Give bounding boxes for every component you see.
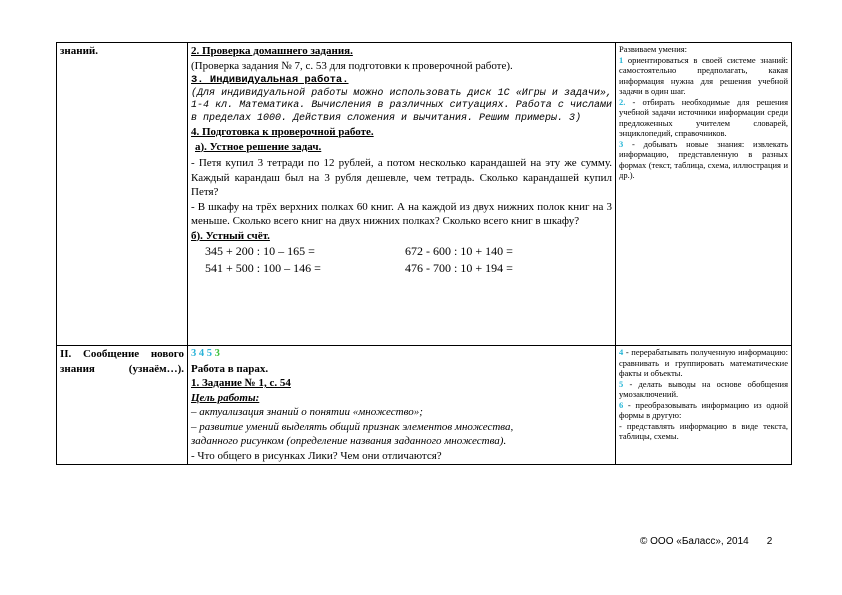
skill-text: - представлять информацию в виде текста, таблицы, схемы. [619,420,788,441]
skill-number: 1 [619,54,624,65]
skill-text: - перерабатывать полученную информацию: сравнивать и группировать математические факты и объекты. [619,347,789,378]
stage-cell [57,43,188,346]
individual-work-title: 3. Индивидуальная работа. [191,74,349,86]
calc-expression: 345 + 200 : 10 – 165 = [205,244,315,258]
stage-cell [57,346,188,465]
oral-tasks-title: а). Устное решение задач. [195,140,322,153]
mental-count-title: б). Устный счёт. [191,229,270,242]
goal-item: – актуализация знаний о понятии «множество»; [191,406,423,418]
calc-row [191,260,612,277]
skill-item [619,347,788,379]
individual-work-text: (Для индивидуальной работы можно использовать диск 1С «Игры и задачи», 1-4 кл. Математика. Вычисления в различных ситуациях. Работа с числами в пределах 1000. Действия сложения и вычитания. Решим примеры. 3) [191,87,612,124]
skill-text: - добывать новые знания: извлекать информацию, представленную в разных формах (текст, таблица, схема, иллюстрация и др.). [619,138,788,180]
table-row [57,43,792,346]
skill-text: - преобразовывать информацию из одной формы в другую: [619,399,789,420]
seq-number: 3 [191,348,197,359]
goal-item: заданного рисунком (определение названия заданного множества). [191,435,507,447]
page-footer [640,536,772,547]
seq-number: 3 [214,348,220,359]
skill-item [619,400,788,421]
skill-item [619,379,788,400]
seq-number: 5 [206,348,212,359]
skill-item [619,97,788,139]
number-sequence [191,347,612,362]
skill-text: - отбирать необходимые для решения учебной задачи источники информации среди предложенных учителем словарей, энциклопедий, справочников. [619,96,789,138]
goal-item: – развитие умений выделять общий признак элементов множества, [191,420,514,433]
task-text-2: - В шкафу на трёх верхних полках 60 книг. А на каждой из двух нижних полок книг на 3 меньше. Сколько всего книг на двух нижних полках? Сколько всего книг в шкафу? [191,200,612,227]
task-text-1: - Петя купил 3 тетради по 12 рублей, а потом несколько карандашей на эту же сумму. Каждый карандаш был на 3 рубля дешевле, чем тетрадь. Сколько карандашей купил Петя? [191,157,612,198]
skill-number: 6 [619,399,624,410]
stage-label: II. Сообщение нового знания (узнаём…). [60,348,184,375]
table-row [57,346,792,465]
pair-work-title: Работа в парах. [191,362,269,375]
skill-text: - делать выводы на основе обобщения умозаключений. [619,378,789,399]
skills-heading: Развиваем умения: [619,44,688,54]
content-cell [188,43,616,346]
goal-title: Цель работы: [191,391,260,404]
lesson-table [56,42,792,465]
calc-expression: 541 + 500 : 100 – 146 = [205,261,321,275]
homework-check-title: 2. Проверка домашнего задания. [191,45,353,57]
calc-expression: 672 - 600 : 10 + 140 = [405,244,513,258]
skill-number: 3 [619,138,624,149]
test-prep-title: 4. Подготовка к проверочной работе. [191,126,374,138]
skills-cell [616,346,792,465]
page-number: 2 [766,536,773,547]
skill-number: 2. [619,96,626,107]
stage-label: знаний. [60,45,99,57]
calc-expression: 476 - 700 : 10 + 194 = [405,261,513,275]
skill-item [619,55,788,97]
calc-row [191,243,612,260]
skill-item [619,139,788,181]
question-text: - Что общего в рисунках Лики? Чем они отличаются? [191,449,442,462]
content-cell [188,346,616,465]
skill-text: ориентироваться в своей системе знаний: самостоятельно предполагать, какая информация нужна для решения учебной задачи в один шаг. [619,54,788,96]
task-title: 1. Задание № 1, с. 54 [191,377,291,389]
seq-number: 4 [198,348,205,359]
skill-number: 4 [619,347,624,357]
skill-number: 5 [619,378,624,389]
homework-check-text: (Проверка задания № 7, с. 53 для подготовки к проверочной работе). [191,59,513,72]
copyright-text: © ООО «Баласс», 2014 [640,536,749,547]
skill-item [619,421,788,442]
skills-cell [616,43,792,346]
